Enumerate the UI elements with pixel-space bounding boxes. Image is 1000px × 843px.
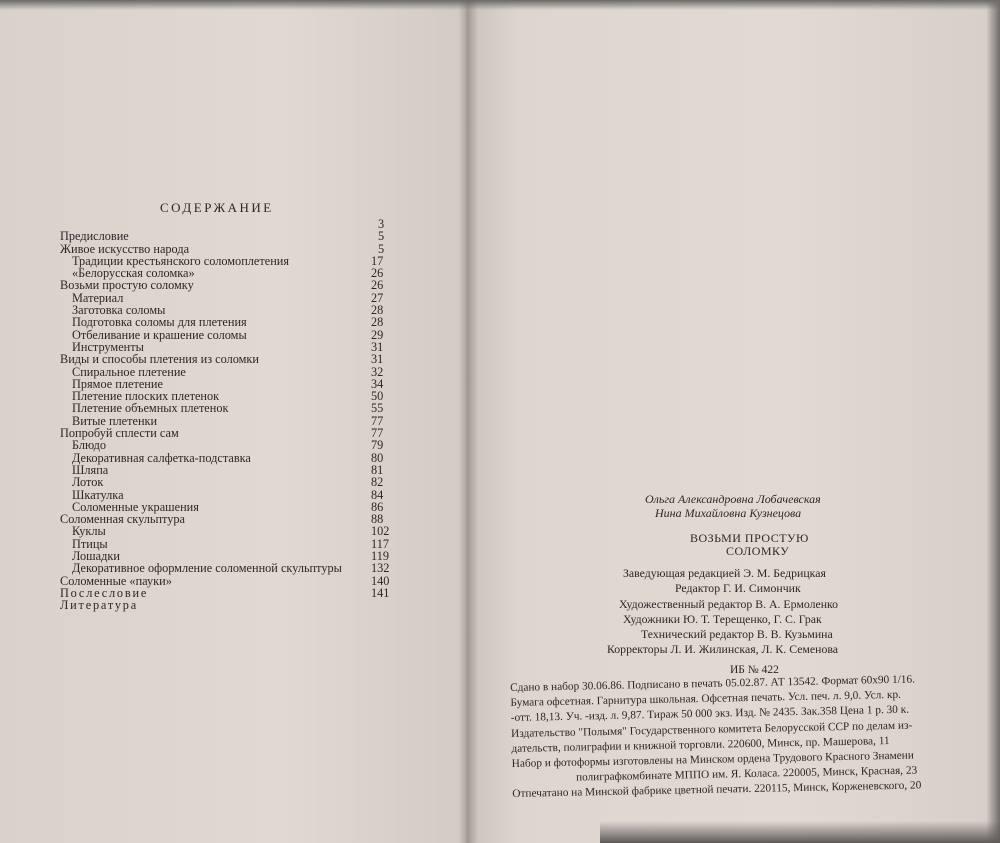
credits	[605, 566, 985, 658]
toc-entry-title: Послесловие	[60, 585, 149, 600]
book-gutter	[458, 0, 478, 843]
credit-line: Технический редактор В. В. Кузьмина	[641, 627, 833, 642]
toc-entry-title: Литература	[60, 598, 139, 613]
authors	[645, 492, 821, 520]
toc-entry	[60, 413, 395, 441]
book-title-line-2: СОЛОМКУ	[726, 544, 790, 558]
toc-entry	[60, 303, 395, 330]
toc-entry-title: Соломенные «пауки»	[60, 573, 172, 588]
toc-entry-page: 82	[371, 475, 384, 490]
toc-entry-page: 28	[371, 315, 384, 330]
print-detail-line: -отт. 18,13. Уч. -изд. л. 9,87. Тираж 50 000 экз. Изд. № 2435. Зак.358 Цена 1 р. 30 к.	[510, 704, 910, 725]
toc-entry-title: Возьми простую соломку	[60, 278, 194, 293]
table-of-contents	[60, 217, 395, 613]
book-title-line-1: ВОЗЬМИ ПРОСТУЮ	[690, 531, 809, 545]
toc-entry-title: «Белорусская соломка»	[72, 266, 195, 281]
toc-entry-page: 141	[371, 585, 390, 600]
toc-entry-page: 31	[371, 339, 384, 354]
toc-entry-title: Шляпа	[72, 462, 109, 477]
toc-entry-page: 132	[371, 561, 390, 576]
toc-entry-page: 3	[378, 217, 385, 231]
toc-entry-page: 17	[371, 253, 384, 268]
toc-entry-page: 26	[371, 278, 384, 293]
toc-entry-page: 80	[371, 450, 384, 465]
toc-entry-title: Декоративная салфетка-подставка	[72, 450, 251, 465]
print-detail-line: Бумага офсетная. Гарнитура школьная. Офсетная печать. Усл. печ. л. 9,0. Усл. кр.	[510, 689, 902, 710]
toc-entry-page: 5	[378, 229, 385, 244]
toc-heading: СОДЕРЖАНИЕ	[160, 200, 274, 215]
toc-entry-title: Плетение объемных плетенок	[72, 401, 229, 416]
toc-entry-title: Шкатулка	[72, 487, 124, 502]
toc-entry-title: Отбеливание и крашение соломы	[72, 327, 247, 342]
toc-entry-page: 26	[371, 266, 384, 281]
print-detail-line: полиграфкомбинате МППО им. Я. Коласа. 220005, Минск, Красная, 23	[575, 764, 918, 784]
author-2: Нина Михайловна Кузнецова	[655, 506, 802, 520]
toc-entry	[60, 266, 395, 293]
print-detail-line: Набор и фотоформы изготовлены на Минском ордена Трудового Красного Знамени	[511, 749, 914, 770]
credit-line: Редактор Г. И. Симончик	[675, 581, 801, 596]
toc-entry-page: 88	[371, 512, 384, 527]
toc-entry-title: Прямое плетение	[72, 376, 163, 391]
toc-entry-title: Блюдо	[72, 438, 107, 453]
toc-entry	[60, 339, 395, 367]
credit-line: Корректоры Л. И. Жилинская, Л. К. Семенова	[607, 642, 839, 657]
toc-entry-title: Попробуй сплести сам	[60, 426, 179, 441]
print-detail-line: дательств, полиграфии и книжной торговли. 220600, Минск, пр. Машерова, 11	[511, 734, 890, 755]
toc-entry-page: 50	[371, 389, 384, 404]
toc-entry-page: 32	[371, 364, 384, 379]
ib-number: ИБ № 422	[730, 664, 779, 676]
toc-entry-title: Соломенная скульптура	[60, 512, 185, 527]
toc-entry-page: 27	[371, 290, 384, 305]
toc-entry-title: Традиции крестьянского соломоплетения	[72, 253, 290, 268]
toc-entry-page: 119	[371, 549, 389, 564]
print-detail-line: Издательство "Полымя" Государственного комитета Белорусской ССР по делам из-	[510, 719, 913, 740]
print-detail-line: Отпечатано на Минской фабрике цветной печати. 220115, Минск, Корженевского, 20	[512, 779, 922, 801]
toc-entry-page: 34	[371, 376, 384, 391]
toc-entry-page: 29	[371, 327, 384, 342]
toc-entry-title: Подготовка соломы для плетения	[72, 315, 247, 330]
bottom-edge-shadow	[600, 821, 1000, 843]
toc-entry-title: Витые плетенки	[72, 413, 158, 428]
toc-entry-title: Куклы	[72, 524, 106, 539]
toc-entry-title: Живое искусство народа	[60, 241, 190, 256]
credit-line: Художественный редактор В. А. Ермоленко	[619, 596, 839, 611]
toc-entry-page: 102	[371, 524, 390, 539]
toc-entry-title: Лошадки	[72, 549, 120, 564]
toc-entry-page: 117	[371, 536, 389, 551]
toc-entry-title: Плетение плоских плетенок	[72, 389, 220, 404]
toc-entry	[60, 229, 395, 256]
print-details	[510, 671, 1000, 803]
toc-entry-page: 28	[371, 303, 384, 318]
toc-entry-title: Декоративное оформление соломенной скульптуры	[72, 561, 342, 576]
toc-entry-title: Спиральное плетение	[72, 364, 186, 379]
toc-entry-page: 77	[371, 413, 384, 428]
toc-entry-page: 5	[378, 241, 385, 256]
toc-entry-page: 79	[371, 438, 384, 453]
top-edge-shadow	[0, 0, 1000, 10]
toc-entry-page: 86	[371, 499, 384, 514]
toc-entry-title: Птицы	[72, 536, 108, 551]
toc-entry-title: Виды и способы плетения из соломки	[60, 352, 259, 367]
credit-line: Заведующая редакцией Э. М. Бедрицкая	[623, 566, 826, 580]
toc-entry-page: 81	[371, 462, 384, 477]
toc-entry-page: 77	[371, 426, 384, 441]
author-1: Ольга Александровна Лобачевская	[645, 492, 821, 506]
book-title	[690, 532, 809, 558]
toc-entry-title: Лоток	[72, 475, 104, 490]
toc-entry-title: Материал	[72, 290, 124, 305]
toc-entry-page: 31	[371, 352, 384, 367]
toc-entry-title: Заготовка соломы	[72, 303, 166, 318]
toc-entry-page: 55	[371, 401, 384, 416]
toc-entry-title: Соломенные украшения	[72, 499, 199, 514]
toc-entry-title: Предисловие	[60, 229, 129, 244]
toc-entry	[60, 217, 395, 244]
print-detail-line: Сдано в набор 30.06.86. Подписано в печать 05.02.87. АТ 13542. Формат 60x90 1/16.	[510, 673, 916, 694]
credit-line: Художники Ю. Т. Терещенко, Г. С. Грак	[623, 611, 822, 626]
toc-entry-page: 84	[371, 487, 384, 502]
toc-entry-page: 140	[371, 573, 390, 588]
toc-entry	[60, 585, 395, 613]
toc-entry-title: Инструменты	[72, 339, 144, 354]
